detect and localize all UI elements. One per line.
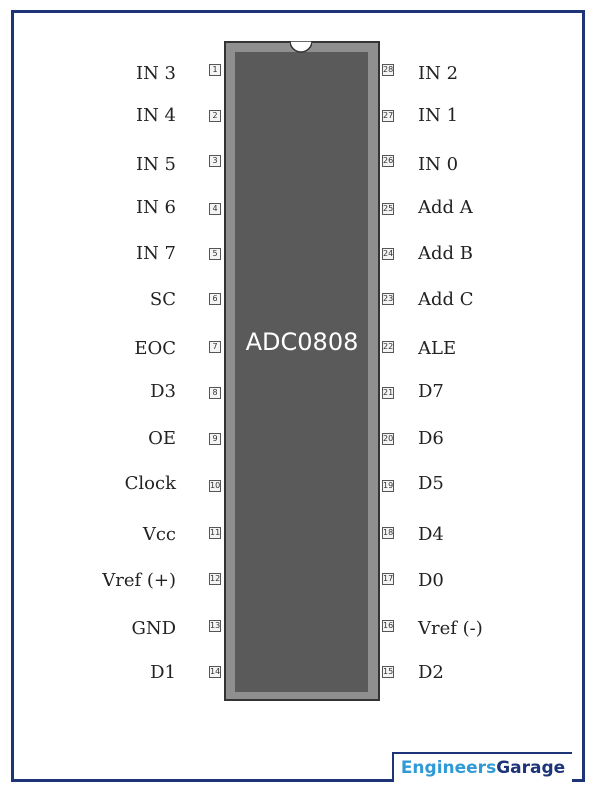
right-pin-label: IN 0 <box>418 154 459 175</box>
left-pin-label: IN 6 <box>135 197 176 218</box>
right-pin-number: 18 <box>383 528 394 537</box>
right-pin-number: 26 <box>383 156 394 165</box>
left-pin-number: 2 <box>209 110 221 122</box>
left-pin-number: 13 <box>210 621 221 630</box>
right-pin-number: 24 <box>383 249 394 258</box>
right-pin-label: D7 <box>418 381 444 402</box>
pin1-notch-icon <box>290 41 312 53</box>
right-pin-label: IN 1 <box>418 105 459 126</box>
chip-label: ADC0808 <box>245 328 359 356</box>
left-pin-label: EOC <box>134 338 176 359</box>
right-pin-number: 16 <box>383 621 394 630</box>
left-pin-number: 6 <box>209 293 221 305</box>
left-pin-label: IN 7 <box>135 243 176 264</box>
left-pin-number: 10 <box>210 481 221 490</box>
right-pin-label: D6 <box>418 428 444 449</box>
left-pin-label: OE <box>148 428 176 449</box>
right-pin-label: Vref (-) <box>418 618 483 639</box>
right-pin-number: 15 <box>383 667 394 676</box>
left-pin-number: 3 <box>209 155 221 167</box>
ic-body <box>235 52 368 692</box>
left-pin-label: SC <box>149 289 176 310</box>
right-pin-number: 25 <box>383 204 394 213</box>
brand-logo <box>392 752 572 782</box>
right-pin-label: D0 <box>418 570 444 591</box>
brand-part1: Engineers <box>400 758 497 778</box>
left-pin-number: 9 <box>209 433 221 445</box>
right-pin-number: 28 <box>383 65 394 74</box>
left-pin-label: IN 5 <box>135 154 176 175</box>
right-pin-number: 23 <box>383 294 394 303</box>
right-pin-number: 17 <box>383 574 394 583</box>
left-pin-number: 7 <box>209 341 221 353</box>
right-pin-number: 20 <box>383 434 394 443</box>
left-pin-label: Vcc <box>142 524 176 545</box>
left-pin-label: Clock <box>124 473 176 494</box>
left-pin-label: Vref (+) <box>102 570 176 591</box>
right-pin-label: D4 <box>418 524 444 545</box>
left-pin-number: 11 <box>210 528 221 537</box>
left-pin-label: D3 <box>150 381 176 402</box>
right-pin-label: ALE <box>418 338 457 359</box>
left-pin-label: IN 3 <box>135 63 176 84</box>
right-pin-number: 27 <box>383 111 394 120</box>
left-pin-number: 1 <box>209 64 221 76</box>
right-pin-label: Add A <box>418 197 473 218</box>
left-pin-label: D1 <box>150 662 176 683</box>
right-pin-number: 21 <box>383 388 394 397</box>
right-pin-label: IN 2 <box>418 63 459 84</box>
left-pin-number: 14 <box>210 667 221 676</box>
right-pin-label: D2 <box>418 662 444 683</box>
brand-part2: Garage <box>496 758 566 778</box>
right-pin-label: D5 <box>418 473 444 494</box>
right-pin-number: 22 <box>383 342 394 351</box>
left-pin-number: 8 <box>209 387 221 399</box>
left-pin-number: 4 <box>209 203 221 215</box>
left-pin-label: GND <box>131 618 176 639</box>
left-pin-number: 12 <box>210 574 221 583</box>
right-pin-label: Add C <box>418 289 474 310</box>
right-pin-label: Add B <box>418 243 473 264</box>
right-pin-number: 19 <box>383 481 394 490</box>
left-pin-label: IN 4 <box>135 105 176 126</box>
left-pin-number: 5 <box>209 248 221 260</box>
